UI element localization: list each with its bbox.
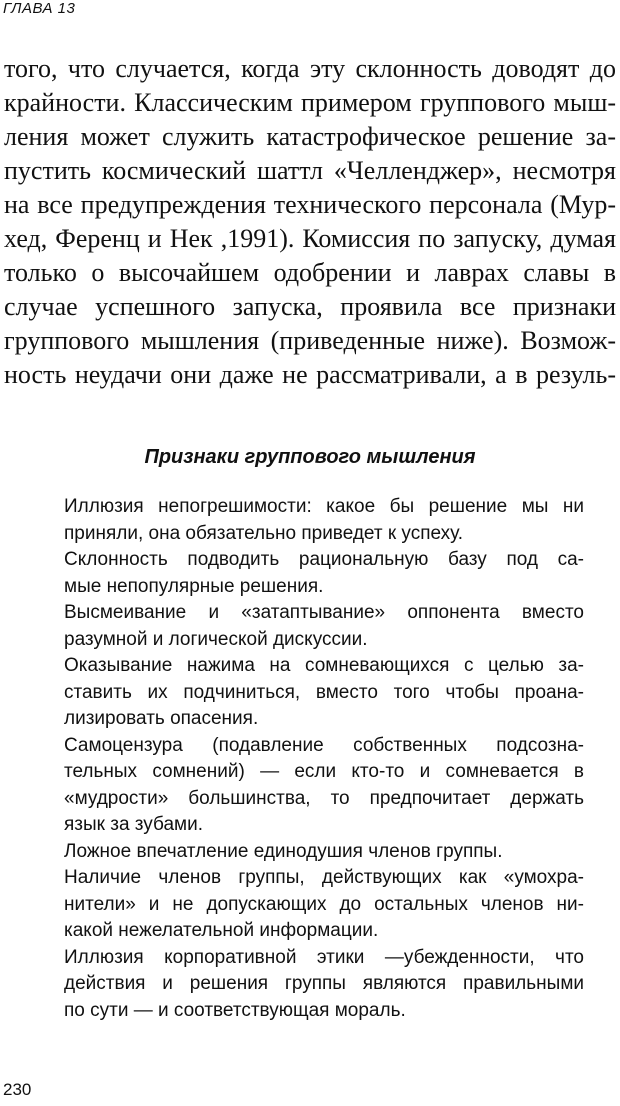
- paragraph-line: случае успешного запуска, проявила все признаки: [4, 292, 616, 321]
- paragraph-line: ность неудачи они даже не рассматривали, а в резуль-: [4, 360, 616, 389]
- paragraph-line: группового мышления (приведенные ниже). Возмож-: [4, 326, 616, 355]
- box-line: Склонность подводить рациональную базу под са-: [64, 549, 584, 570]
- box-line: «мудрости» большинства, то предпочитает держать: [64, 787, 584, 809]
- box-line: приняли, она обязательно приведет к успеху.: [64, 522, 464, 544]
- paragraph-line: пустить космический шаттл «Челленджер», несмотря: [4, 156, 616, 185]
- box-line: Высмеивание и «затаптывание» оппонента вместо: [64, 602, 584, 623]
- box-line: Иллюзия корпоративной этики —убежденности, что: [64, 946, 584, 968]
- box-line: нители» и не допускающих до остальных членов ни-: [64, 893, 584, 915]
- paragraph-line: только о высочайшем одобрении и лаврах славы в: [4, 258, 616, 287]
- running-head: ГЛАВА 13: [3, 0, 76, 17]
- paragraph-line: того, что случается, когда эту склонность доводят до: [4, 54, 616, 83]
- box-line: мые непопулярные решения.: [64, 575, 324, 597]
- paragraph-line: ления может служить катастрофическое решение за-: [4, 122, 616, 151]
- box-line: по сути — и соответствующая мораль.: [64, 999, 406, 1021]
- group-thinking-signs-box: [64, 494, 584, 1024]
- paragraph-line: хед, Ференц и Нек ,1991). Комиссия по запуску, думая: [4, 224, 616, 253]
- body-paragraph: [4, 52, 616, 392]
- box-line: лизировать опасения.: [64, 708, 259, 729]
- box-line: ставить их подчиниться, вместо того чтобы проана-: [64, 681, 584, 703]
- box-line: тельных сомнений) — если кто-то и сомневается в: [64, 761, 584, 782]
- box-line: действия и решения группы являются правильными: [64, 973, 584, 994]
- box-line: Наличие членов группы, действующих как «умохра-: [64, 867, 584, 888]
- box-line: разумной и логической дискуссии.: [64, 628, 368, 650]
- box-title: Признаки группового мышления: [144, 446, 476, 468]
- paragraph-line: крайности. Классическим примером группового мыш-: [4, 88, 616, 117]
- paragraph-line: на все предупреждения технического персонала (Мур-: [4, 190, 616, 219]
- box-line: Иллюзия непогрешимости: какое бы решение мы ни: [64, 496, 584, 517]
- box-line: Оказывание нажима на сомневающихся с целью за-: [64, 655, 584, 676]
- page-number: 230: [3, 1080, 32, 1099]
- box-line: Ложное впечатление единодушия членов группы.: [64, 840, 503, 862]
- box-line: Самоцензура (подавление собственных подсозна-: [64, 734, 584, 756]
- box-line: какой нежелательной информации.: [64, 920, 379, 941]
- box-line: язык за зубами.: [64, 814, 203, 835]
